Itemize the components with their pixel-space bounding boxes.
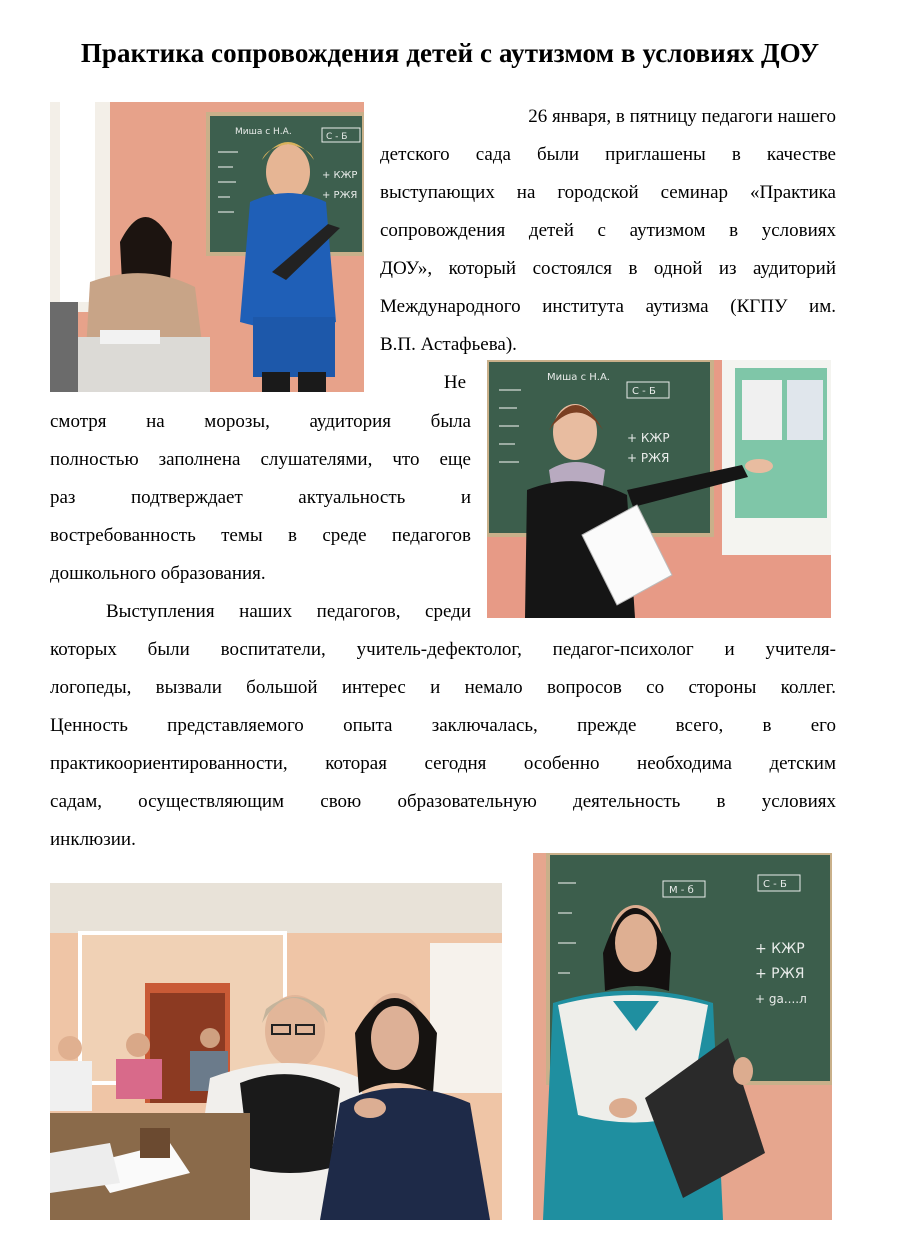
article-line-19: садам, осуществляющим свою образовательную деятельность в условиях: [50, 791, 836, 812]
photo-speaker-scarf: [487, 360, 831, 618]
photo-speaker-blue-dress: [50, 102, 364, 392]
article-line-6: Международного института аутизма (КГПУ им.: [380, 296, 836, 317]
board-line-1: + КЖР: [322, 170, 358, 181]
article-line-4: сопровождения детей с аутизмом в условиях: [380, 220, 836, 241]
board-line-2: + РЖЯ: [755, 966, 805, 982]
article-line-8: Не: [443, 372, 466, 393]
photo-speaker-teal-dress: [533, 853, 832, 1220]
page-title: Практика сопровождения детей с аутизмом в условиях ДОУ: [80, 38, 820, 68]
article-line-11: раз подтверждает актуальность и: [50, 487, 471, 508]
article-line-12: востребованность темы в среде педагогов: [50, 525, 471, 546]
board-line-1: + КЖР: [755, 941, 805, 957]
article-line-5: ДОУ», который состоялся в одной из аудиторий: [380, 258, 836, 279]
article-line-9: смотря на морозы, аудитория была: [50, 411, 471, 432]
article-line-17: Ценность представляемого опыта заключалась, прежде всего, в его: [50, 715, 836, 736]
board-line-3: + ga....л: [755, 992, 807, 1006]
article-line-7: В.П. Астафьева).: [380, 334, 517, 355]
article-line-2: детского сада были приглашены в качестве: [380, 144, 836, 165]
article-line-13: дошкольного образования.: [50, 563, 266, 584]
board-top-label: Миша с Н.А.: [235, 127, 292, 137]
board-line-2: + РЖЯ: [627, 451, 670, 465]
article-line-14: Выступления наших педагогов, среди: [106, 601, 471, 622]
board-line-1: + КЖР: [627, 431, 670, 445]
board-line-2: + РЖЯ: [322, 190, 358, 201]
board-mb-label: М - б: [669, 885, 694, 896]
article-line-15: которых были воспитатели, учитель-дефектолог, педагог-психолог и учителя-: [50, 639, 836, 660]
article-line-18: практикоориентированности, которая сегодня особенно необходима детским: [50, 753, 836, 774]
article-line-16: логопеды, вызвали большой интерес и немало вопросов со стороны коллег.: [50, 677, 836, 698]
article-line-3: выступающих на городской семинар «Практика: [380, 182, 836, 203]
board-box-label: С - Б: [632, 386, 656, 397]
photo-audience: [50, 883, 502, 1220]
board-top-label: Миша с Н.А.: [547, 372, 610, 383]
article-line-10: полностью заполнена слушателями, что еще: [50, 449, 471, 470]
article-line-20: инклюзии.: [50, 829, 136, 850]
board-box-label: С - Б: [326, 132, 348, 142]
article-line-1: 26 января, в пятницу педагоги нашего: [528, 106, 836, 127]
board-box-label: С - Б: [763, 879, 787, 890]
